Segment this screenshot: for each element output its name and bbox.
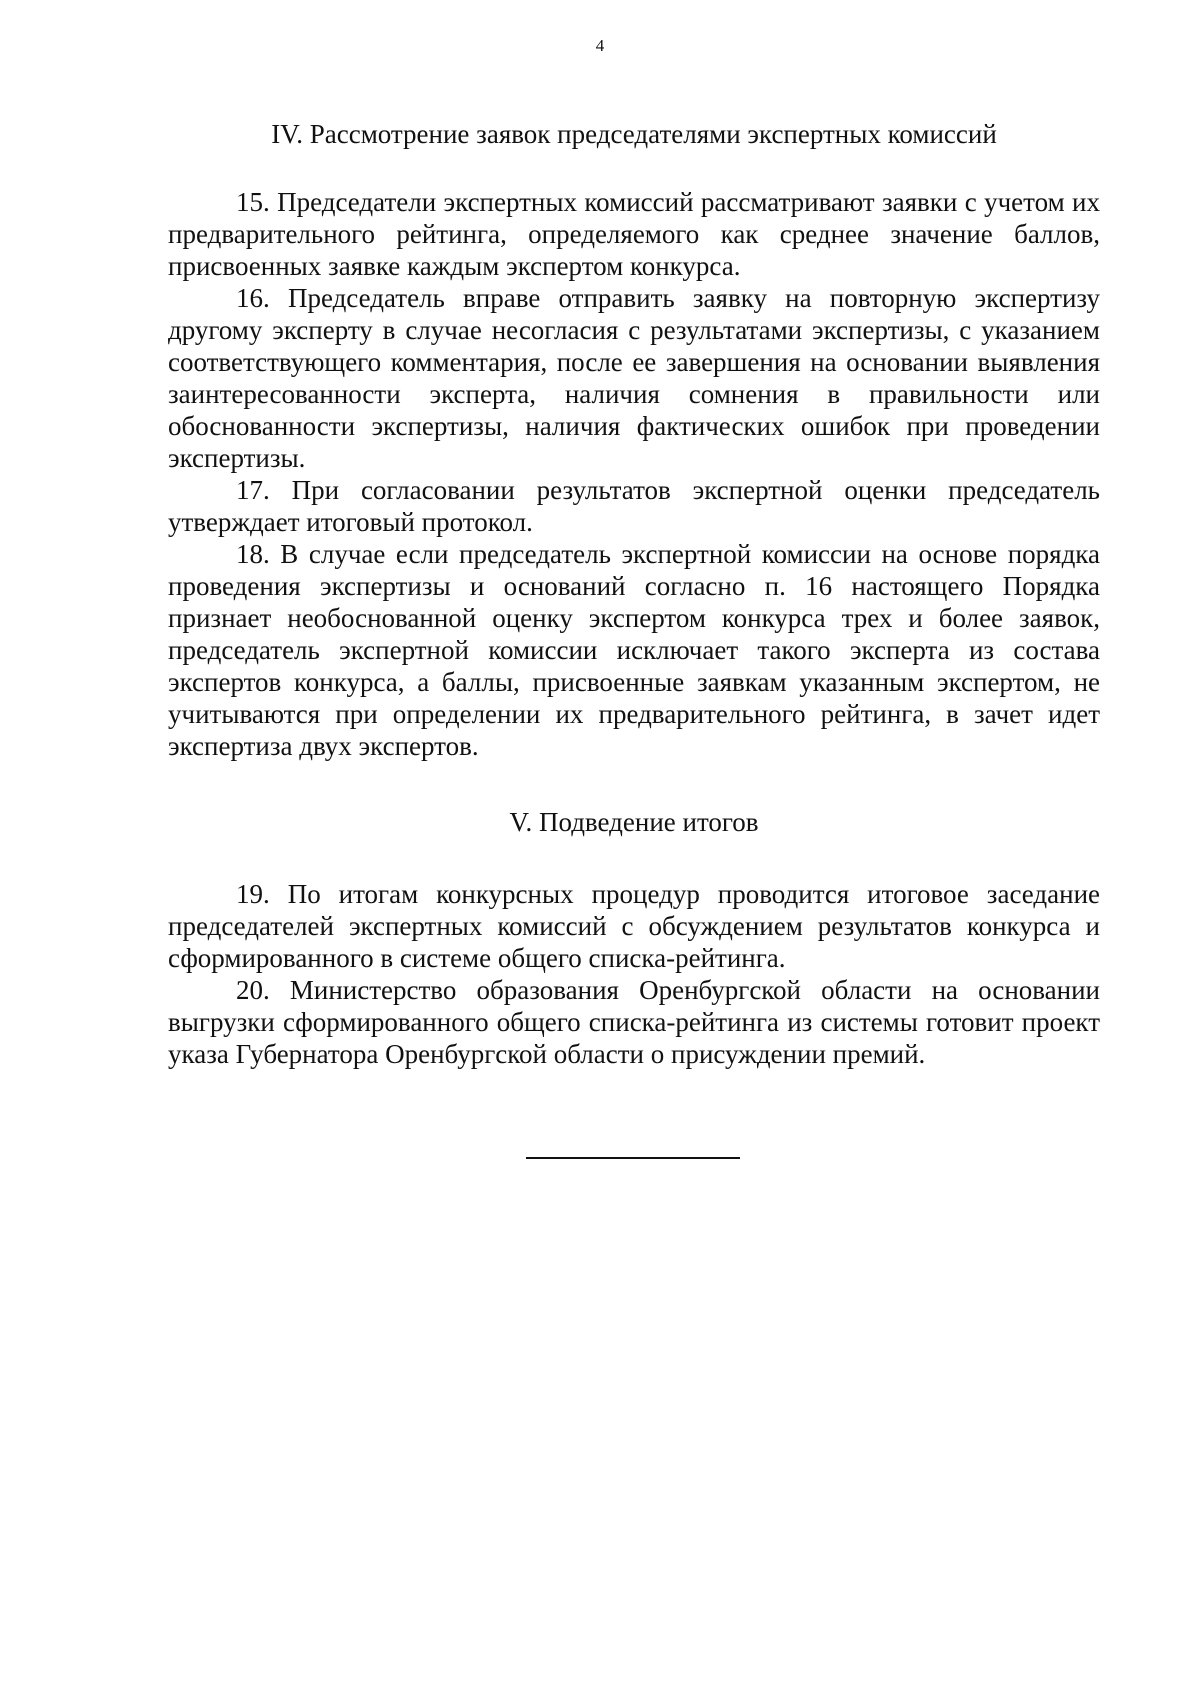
paragraph-15: 15. Председатели экспертных комиссий рассматривают заявки с учетом их предварительного рейтинга, определяемого как среднее значение баллов, присвоенных заявке каждым экспертом конкурса. <box>168 187 1100 281</box>
paragraph-17: 17. При согласовании результатов экспертной оценки председатель утверждает итоговый протокол. <box>168 475 1100 537</box>
section-5-title: V. Подведение итогов <box>509 807 759 837</box>
page-number: 4 <box>595 36 605 55</box>
paragraph-19: 19. По итогам конкурсных процедур проводится итоговое заседание председателей экспертных комиссий с обсуждением результатов конкурса и сформированного в системе общего списка-рейтинга. <box>168 879 1100 973</box>
closing-divider <box>526 1157 740 1159</box>
paragraph-20: 20. Министерство образования Оренбургской области на основании выгрузки сформированного общего списка-рейтинга из системы готовит проект указа Губернатора Оренбургской области о присуждении премий. <box>168 975 1100 1069</box>
section-4-title: IV. Рассмотрение заявок председателями экспертных комиссий <box>271 119 997 149</box>
document-body <box>168 118 1100 1070</box>
paragraph-16: 16. Председатель вправе отправить заявку на повторную экспертизу другому эксперту в случае несогласия с результатами экспертизы, с указанием соответствующего комментария, после ее завершения на основании выявления заинтересованности эксперта, наличия сомнения в правильности или обоснованности экспертизы, наличия фактических ошибок при проведении экспертизы. <box>168 283 1100 473</box>
paragraph-18: 18. В случае если председатель экспертной комиссии на основе порядка проведения экспертизы и оснований согласно п. 16 настоящего Порядка признает необоснованной оценку экспертом конкурса трех и более заявок, председатель экспертной комиссии исключает такого эксперта из состава экспертов конкурса, а баллы, присвоенные заявкам указанным экспертом, не учитываются при определении их предварительного рейтинга, в зачет идет экспертиза двух экспертов. <box>168 539 1100 761</box>
